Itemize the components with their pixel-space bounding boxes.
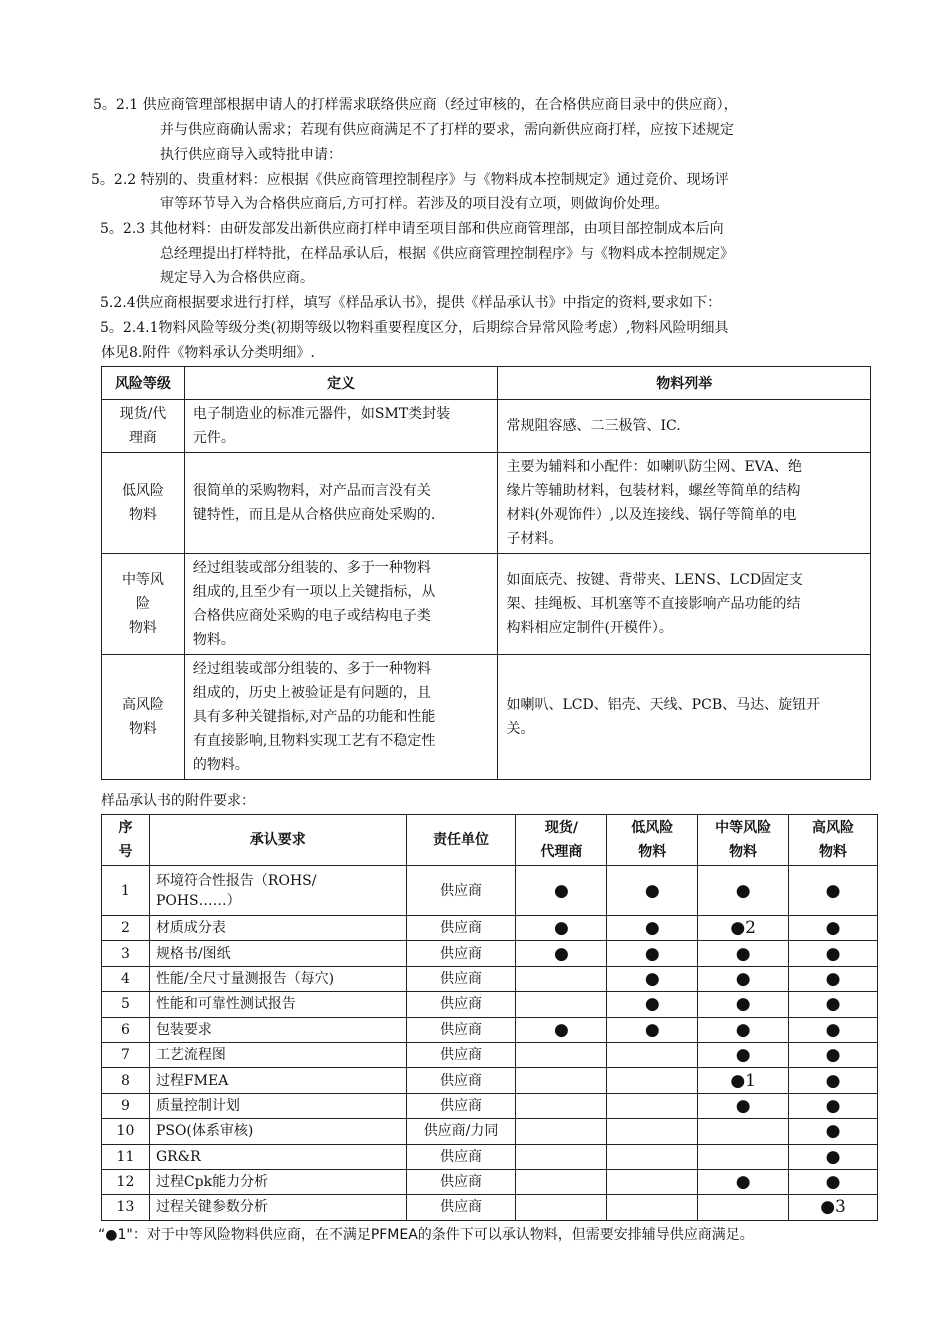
responsible-unit-cell: 供应商 bbox=[406, 1195, 516, 1220]
attachment-requirements-table bbox=[101, 814, 878, 1221]
requirement-mark-cell bbox=[607, 1068, 698, 1093]
requirement-mark-cell: ● bbox=[698, 992, 789, 1017]
risk-level-table bbox=[101, 366, 871, 780]
column-header: 中等风险 物料 bbox=[698, 815, 789, 866]
table-header-row bbox=[102, 815, 878, 866]
column-header: 承认要求 bbox=[149, 815, 406, 866]
column-header: 责任单位 bbox=[406, 815, 516, 866]
table-row bbox=[102, 966, 878, 991]
requirement-mark-cell bbox=[607, 1042, 698, 1067]
requirement-mark-cell bbox=[516, 1169, 607, 1194]
requirement-mark-cell: ● bbox=[698, 1169, 789, 1194]
para-5-2-1-line3: 执行供应商导入或特批申请： bbox=[160, 147, 342, 163]
definition-cell: 电子制造业的标准元器件，如SMT类封装 元件。 bbox=[184, 400, 498, 453]
requirement-mark-cell bbox=[698, 1195, 789, 1220]
examples-cell: 如喇叭、LCD、铝壳、天线、PCB、马达、旋钮开 关。 bbox=[498, 655, 871, 780]
requirement-mark-cell: ● bbox=[789, 992, 878, 1017]
attachment-caption: 样品承认书的附件要求： bbox=[101, 793, 255, 809]
row-number-cell: 4 bbox=[102, 966, 150, 991]
table-row bbox=[102, 1144, 878, 1169]
responsible-unit-cell: 供应商 bbox=[406, 1169, 516, 1194]
responsible-unit-cell: 供应商 bbox=[406, 941, 516, 966]
requirement-mark-cell: ● bbox=[789, 866, 878, 916]
table-row bbox=[102, 1068, 878, 1093]
requirement-mark-cell: ● bbox=[789, 1068, 878, 1093]
para-5-2-4-1-line1: 5。2.4.1物料风险等级分类(初期等级以物料重要程度区分，后期综合异常风险考虑）,物料风险明细具 bbox=[100, 320, 729, 336]
row-number-cell: 1 bbox=[102, 866, 150, 916]
column-header: 物料列举 bbox=[498, 367, 871, 400]
requirement-mark-cell: ● bbox=[516, 866, 607, 916]
table-row bbox=[102, 866, 878, 916]
para-5-2-1-line2: 并与供应商确认需求；若现有供应商满足不了打样的要求，需向新供应商打样，应按下述规定 bbox=[160, 122, 734, 138]
requirement-mark-cell bbox=[516, 966, 607, 991]
requirement-mark-cell bbox=[516, 992, 607, 1017]
requirement-mark-cell: ●1 bbox=[698, 1068, 789, 1093]
requirement-mark-cell: ● bbox=[789, 1169, 878, 1194]
requirement-mark-cell: ● bbox=[789, 1144, 878, 1169]
responsible-unit-cell: 供应商 bbox=[406, 866, 516, 916]
requirement-mark-cell: ● bbox=[607, 866, 698, 916]
row-number-cell: 3 bbox=[102, 941, 150, 966]
para-5-2-2-line1: 5。2.2 特别的、贵重材料：应根据《供应商管理控制程序》与《物料成本控制规定》通过竞价、现场评 bbox=[91, 172, 729, 188]
row-number-cell: 7 bbox=[102, 1042, 150, 1067]
footnote: “●1"：对于中等风险物料供应商，在不满足PFMEA的条件下可以承认物料，但需要安排辅导供应商满足。 bbox=[98, 1227, 754, 1243]
requirement-cell: 规格书/图纸 bbox=[149, 941, 406, 966]
requirement-mark-cell bbox=[607, 1119, 698, 1144]
requirement-cell: 过程Cpk能力分析 bbox=[149, 1169, 406, 1194]
responsible-unit-cell: 供应商 bbox=[406, 1042, 516, 1067]
requirement-cell: 环境符合性报告（ROHS/ POHS……） bbox=[149, 866, 406, 916]
responsible-unit-cell: 供应商 bbox=[406, 1093, 516, 1118]
table-row bbox=[102, 1169, 878, 1194]
requirement-mark-cell: ● bbox=[789, 1093, 878, 1118]
table-row bbox=[102, 655, 871, 780]
para-5-2-3-line3: 规定导入为合格供应商。 bbox=[160, 270, 314, 286]
risk-level-cell: 现货/代 理商 bbox=[102, 400, 185, 453]
row-number-cell: 9 bbox=[102, 1093, 150, 1118]
column-header: 现货/ 代理商 bbox=[516, 815, 607, 866]
requirement-mark-cell: ● bbox=[789, 941, 878, 966]
requirement-mark-cell: ● bbox=[698, 1042, 789, 1067]
table-row bbox=[102, 1195, 878, 1220]
requirement-mark-cell bbox=[516, 1195, 607, 1220]
responsible-unit-cell: 供应商 bbox=[406, 992, 516, 1017]
table-row bbox=[102, 916, 878, 941]
column-header: 定义 bbox=[184, 367, 498, 400]
requirement-mark-cell: ● bbox=[607, 1017, 698, 1042]
table-row bbox=[102, 1093, 878, 1118]
requirement-mark-cell: ● bbox=[789, 1042, 878, 1067]
table-row bbox=[102, 1042, 878, 1067]
table-row bbox=[102, 554, 871, 655]
requirement-mark-cell: ● bbox=[516, 1017, 607, 1042]
risk-level-cell: 中等风 险 物料 bbox=[102, 554, 185, 655]
table-row bbox=[102, 992, 878, 1017]
requirement-mark-cell: ● bbox=[789, 1119, 878, 1144]
requirement-mark-cell bbox=[516, 1068, 607, 1093]
column-header: 高风险 物料 bbox=[789, 815, 878, 866]
requirement-cell: 过程FMEA bbox=[149, 1068, 406, 1093]
requirement-mark-cell: ● bbox=[789, 966, 878, 991]
row-number-cell: 8 bbox=[102, 1068, 150, 1093]
requirement-cell: 过程关键参数分析 bbox=[149, 1195, 406, 1220]
risk-level-cell: 低风险 物料 bbox=[102, 453, 185, 554]
requirement-mark-cell: ● bbox=[607, 966, 698, 991]
requirement-mark-cell: ● bbox=[607, 916, 698, 941]
definition-cell: 经过组装或部分组装的、多于一种物料 组成的，历史上被验证是有问题的，且 具有多种关键指标,对产品的功能和性能 有直接影响,且物料实现工艺有不稳定性 的物料。 bbox=[184, 655, 498, 780]
responsible-unit-cell: 供应商/力同 bbox=[406, 1119, 516, 1144]
responsible-unit-cell: 供应商 bbox=[406, 1068, 516, 1093]
row-number-cell: 2 bbox=[102, 916, 150, 941]
requirement-mark-cell: ● bbox=[698, 1017, 789, 1042]
row-number-cell: 6 bbox=[102, 1017, 150, 1042]
risk-level-cell: 高风险 物料 bbox=[102, 655, 185, 780]
requirement-cell: 性能和可靠性测试报告 bbox=[149, 992, 406, 1017]
requirement-mark-cell bbox=[607, 1093, 698, 1118]
table-row bbox=[102, 400, 871, 453]
requirement-mark-cell: ● bbox=[698, 1093, 789, 1118]
requirement-mark-cell: ● bbox=[789, 916, 878, 941]
requirement-cell: 工艺流程图 bbox=[149, 1042, 406, 1067]
requirement-cell: PSO(体系审核) bbox=[149, 1119, 406, 1144]
requirement-mark-cell bbox=[698, 1119, 789, 1144]
table-row bbox=[102, 941, 878, 966]
row-number-cell: 5 bbox=[102, 992, 150, 1017]
requirement-mark-cell: ● bbox=[607, 941, 698, 966]
examples-cell: 主要为辅料和小配件：如喇叭防尘网、EVA、绝 缘片等辅助材料，包装材料，螺丝等简单的结构 材料(外观饰件）,以及连接线、锅仔等简单的电 子材料。 bbox=[498, 453, 871, 554]
row-number-cell: 12 bbox=[102, 1169, 150, 1194]
responsible-unit-cell: 供应商 bbox=[406, 1144, 516, 1169]
table-row bbox=[102, 1119, 878, 1144]
requirement-mark-cell bbox=[607, 1195, 698, 1220]
row-number-cell: 11 bbox=[102, 1144, 150, 1169]
para-5-2-3-line2: 总经理提出打样特批，在样品承认后，根据《供应商管理控制程序》与《物料成本控制规定》 bbox=[160, 246, 734, 262]
responsible-unit-cell: 供应商 bbox=[406, 1017, 516, 1042]
para-5-2-3-line1: 5。2.3 其他材料：由研发部发出新供应商打样申请至项目部和供应商管理部，由项目部控制成本后向 bbox=[100, 221, 724, 237]
requirement-mark-cell: ● bbox=[789, 1017, 878, 1042]
requirement-cell: 质量控制计划 bbox=[149, 1093, 406, 1118]
definition-cell: 经过组装或部分组装的、多于一种物料 组成的,且至少有一项以上关键指标，从 合格供应商处采购的电子或结构电子类 物料。 bbox=[184, 554, 498, 655]
examples-cell: 如面底壳、按键、背带夹、LENS、LCD固定支 架、挂绳板、耳机塞等不直接影响产品功能的结 构料相应定制件(开模件）。 bbox=[498, 554, 871, 655]
table-row bbox=[102, 453, 871, 554]
requirement-cell: GR&R bbox=[149, 1144, 406, 1169]
column-header: 低风险 物料 bbox=[607, 815, 698, 866]
requirement-cell: 材质成分表 bbox=[149, 916, 406, 941]
para-5-2-4: 5.2.4供应商根据要求进行打样，填写《样品承认书》，提供《样品承认书》中指定的资料,要求如下： bbox=[100, 295, 722, 311]
row-number-cell: 10 bbox=[102, 1119, 150, 1144]
requirement-mark-cell bbox=[607, 1169, 698, 1194]
row-number-cell: 13 bbox=[102, 1195, 150, 1220]
requirement-mark-cell bbox=[698, 1144, 789, 1169]
requirement-mark-cell bbox=[516, 1042, 607, 1067]
responsible-unit-cell: 供应商 bbox=[406, 966, 516, 991]
requirement-mark-cell bbox=[516, 1093, 607, 1118]
column-header: 风险等级 bbox=[102, 367, 185, 400]
requirement-cell: 性能/全尺寸量测报告（每穴) bbox=[149, 966, 406, 991]
requirement-mark-cell: ● bbox=[698, 941, 789, 966]
requirement-mark-cell: ● bbox=[698, 966, 789, 991]
responsible-unit-cell: 供应商 bbox=[406, 916, 516, 941]
requirement-mark-cell bbox=[516, 1144, 607, 1169]
requirement-cell: 包装要求 bbox=[149, 1017, 406, 1042]
requirement-mark-cell bbox=[607, 1144, 698, 1169]
requirement-mark-cell: ●3 bbox=[789, 1195, 878, 1220]
requirement-mark-cell: ● bbox=[516, 941, 607, 966]
requirement-mark-cell: ● bbox=[607, 992, 698, 1017]
para-5-2-1-line1: 5。2.1 供应商管理部根据申请人的打样需求联络供应商（经过审核的，在合格供应商目录中的供应商）， bbox=[93, 97, 738, 113]
table-header-row bbox=[102, 367, 871, 400]
para-5-2-2-line2: 审等环节导入为合格供应商后,方可打样。若涉及的项目没有立项，则做询价处理。 bbox=[160, 196, 669, 212]
table-row bbox=[102, 1017, 878, 1042]
column-header: 序 号 bbox=[102, 815, 150, 866]
examples-cell: 常规阻容感、二三极管、IC. bbox=[498, 400, 871, 453]
requirement-mark-cell bbox=[516, 1119, 607, 1144]
requirement-mark-cell: ● bbox=[516, 916, 607, 941]
para-5-2-4-1-line2: 体见8.附件《物料承认分类明细》. bbox=[101, 345, 315, 361]
requirement-mark-cell: ●2 bbox=[698, 916, 789, 941]
definition-cell: 很简单的采购物料，对产品而言没有关 键特性，而且是从合格供应商处采购的. bbox=[184, 453, 498, 554]
requirement-mark-cell: ● bbox=[698, 866, 789, 916]
